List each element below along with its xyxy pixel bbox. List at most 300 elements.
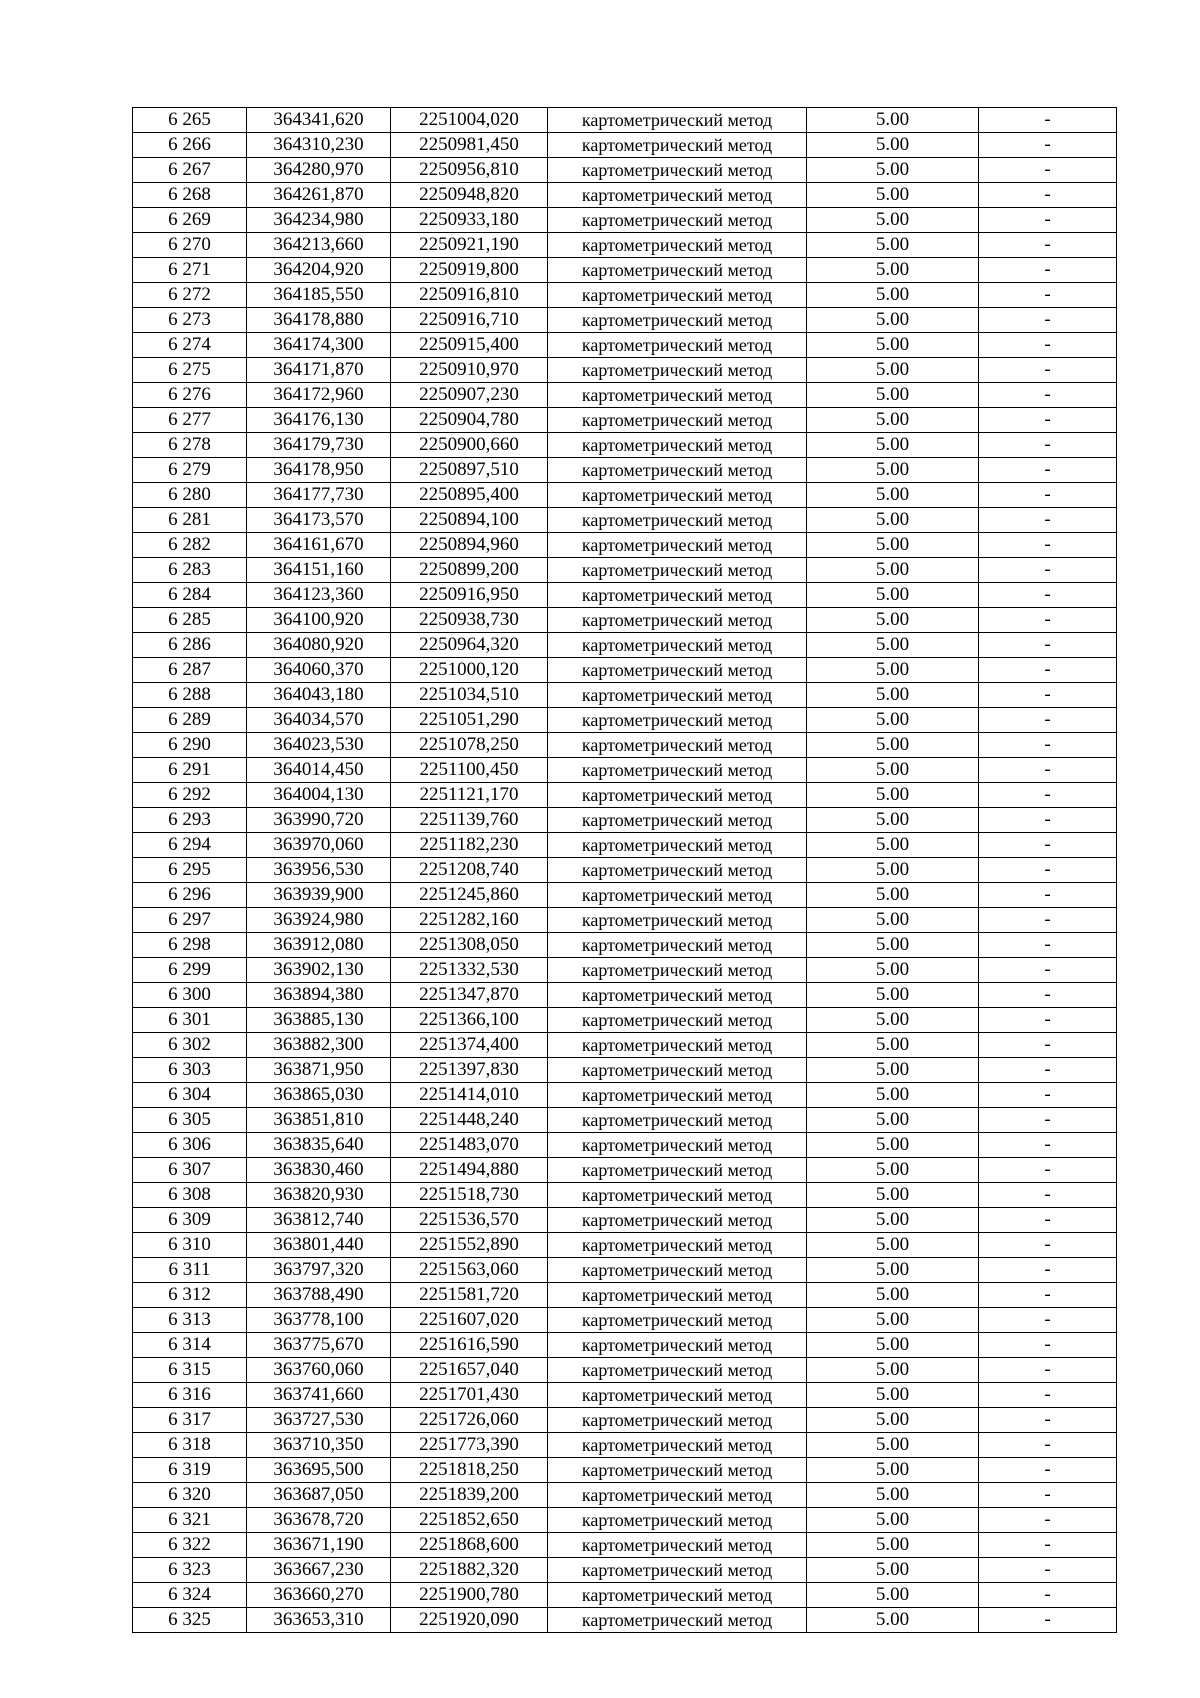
x-coordinate-cell: 363797,320 <box>247 1258 391 1283</box>
accuracy-cell: 5.00 <box>807 783 979 808</box>
method-cell: картометрический метод <box>548 133 807 158</box>
description-cell: - <box>979 1358 1117 1383</box>
method-cell: картометрический метод <box>548 933 807 958</box>
x-coordinate-cell: 363695,500 <box>247 1458 391 1483</box>
accuracy-cell: 5.00 <box>807 1208 979 1233</box>
method-cell: картометрический метод <box>548 1133 807 1158</box>
point-number-cell: 6 302 <box>133 1033 247 1058</box>
method-cell: картометрический метод <box>548 708 807 733</box>
description-cell: - <box>979 158 1117 183</box>
point-number-cell: 6 319 <box>133 1458 247 1483</box>
table-row <box>133 1208 1117 1233</box>
table-row <box>133 333 1117 358</box>
accuracy-cell: 5.00 <box>807 108 979 133</box>
description-cell: - <box>979 858 1117 883</box>
accuracy-cell: 5.00 <box>807 333 979 358</box>
description-cell: - <box>979 583 1117 608</box>
description-cell: - <box>979 508 1117 533</box>
x-coordinate-cell: 364185,550 <box>247 283 391 308</box>
table-row <box>133 933 1117 958</box>
method-cell: картометрический метод <box>548 183 807 208</box>
table-row <box>133 683 1117 708</box>
y-coordinate-cell: 2251245,860 <box>391 883 548 908</box>
method-cell: картометрический метод <box>548 1058 807 1083</box>
x-coordinate-cell: 363956,530 <box>247 858 391 883</box>
table-row <box>133 958 1117 983</box>
description-cell: - <box>979 708 1117 733</box>
x-coordinate-cell: 364173,570 <box>247 508 391 533</box>
description-cell: - <box>979 358 1117 383</box>
point-number-cell: 6 275 <box>133 358 247 383</box>
point-number-cell: 6 297 <box>133 908 247 933</box>
table-row <box>133 308 1117 333</box>
accuracy-cell: 5.00 <box>807 158 979 183</box>
method-cell: картометрический метод <box>548 1158 807 1183</box>
method-cell: картометрический метод <box>548 1233 807 1258</box>
y-coordinate-cell: 2251701,430 <box>391 1383 548 1408</box>
accuracy-cell: 5.00 <box>807 233 979 258</box>
x-coordinate-cell: 363741,660 <box>247 1383 391 1408</box>
table-row <box>133 983 1117 1008</box>
x-coordinate-cell: 363865,030 <box>247 1083 391 1108</box>
table-row <box>133 708 1117 733</box>
accuracy-cell: 5.00 <box>807 908 979 933</box>
method-cell: картометрический метод <box>548 333 807 358</box>
description-cell: - <box>979 483 1117 508</box>
description-cell: - <box>979 658 1117 683</box>
accuracy-cell: 5.00 <box>807 583 979 608</box>
point-number-cell: 6 274 <box>133 333 247 358</box>
point-number-cell: 6 289 <box>133 708 247 733</box>
method-cell: картометрический метод <box>548 858 807 883</box>
y-coordinate-cell: 2251773,390 <box>391 1433 548 1458</box>
description-cell: - <box>979 458 1117 483</box>
x-coordinate-cell: 363820,930 <box>247 1183 391 1208</box>
accuracy-cell: 5.00 <box>807 1533 979 1558</box>
table-row <box>133 283 1117 308</box>
method-cell: картометрический метод <box>548 1608 807 1633</box>
y-coordinate-cell: 2251607,020 <box>391 1308 548 1333</box>
method-cell: картометрический метод <box>548 1208 807 1233</box>
method-cell: картометрический метод <box>548 733 807 758</box>
table-row <box>133 908 1117 933</box>
x-coordinate-cell: 363885,130 <box>247 1008 391 1033</box>
method-cell: картометрический метод <box>548 658 807 683</box>
y-coordinate-cell: 2251397,830 <box>391 1058 548 1083</box>
x-coordinate-cell: 364178,880 <box>247 308 391 333</box>
y-coordinate-cell: 2251494,880 <box>391 1158 548 1183</box>
accuracy-cell: 5.00 <box>807 558 979 583</box>
point-number-cell: 6 304 <box>133 1083 247 1108</box>
method-cell: картометрический метод <box>548 983 807 1008</box>
method-cell: картометрический метод <box>548 408 807 433</box>
x-coordinate-cell: 363778,100 <box>247 1308 391 1333</box>
description-cell: - <box>979 258 1117 283</box>
point-number-cell: 6 273 <box>133 308 247 333</box>
table-row <box>133 208 1117 233</box>
table-row <box>133 1458 1117 1483</box>
table-row <box>133 608 1117 633</box>
x-coordinate-cell: 363667,230 <box>247 1558 391 1583</box>
y-coordinate-cell: 2251920,090 <box>391 1608 548 1633</box>
description-cell: - <box>979 183 1117 208</box>
y-coordinate-cell: 2250916,810 <box>391 283 548 308</box>
point-number-cell: 6 321 <box>133 1508 247 1533</box>
y-coordinate-cell: 2251536,570 <box>391 1208 548 1233</box>
description-cell: - <box>979 333 1117 358</box>
table-row <box>133 558 1117 583</box>
method-cell: картометрический метод <box>548 683 807 708</box>
y-coordinate-cell: 2250910,970 <box>391 358 548 383</box>
point-number-cell: 6 287 <box>133 658 247 683</box>
x-coordinate-cell: 363871,950 <box>247 1058 391 1083</box>
accuracy-cell: 5.00 <box>807 733 979 758</box>
table-row <box>133 358 1117 383</box>
x-coordinate-cell: 364213,660 <box>247 233 391 258</box>
point-number-cell: 6 309 <box>133 1208 247 1233</box>
accuracy-cell: 5.00 <box>807 808 979 833</box>
x-coordinate-cell: 363653,310 <box>247 1608 391 1633</box>
description-cell: - <box>979 1033 1117 1058</box>
method-cell: картометрический метод <box>548 1333 807 1358</box>
accuracy-cell: 5.00 <box>807 208 979 233</box>
point-number-cell: 6 284 <box>133 583 247 608</box>
x-coordinate-cell: 364060,370 <box>247 658 391 683</box>
accuracy-cell: 5.00 <box>807 433 979 458</box>
method-cell: картометрический метод <box>548 608 807 633</box>
x-coordinate-cell: 364034,570 <box>247 708 391 733</box>
x-coordinate-cell: 363902,130 <box>247 958 391 983</box>
accuracy-cell: 5.00 <box>807 758 979 783</box>
table-row <box>133 1108 1117 1133</box>
y-coordinate-cell: 2251839,200 <box>391 1483 548 1508</box>
x-coordinate-cell: 363775,670 <box>247 1333 391 1358</box>
y-coordinate-cell: 2250907,230 <box>391 383 548 408</box>
description-cell: - <box>979 283 1117 308</box>
point-number-cell: 6 279 <box>133 458 247 483</box>
description-cell: - <box>979 208 1117 233</box>
method-cell: картометрический метод <box>548 1558 807 1583</box>
y-coordinate-cell: 2250904,780 <box>391 408 548 433</box>
method-cell: картометрический метод <box>548 1583 807 1608</box>
description-cell: - <box>979 1308 1117 1333</box>
x-coordinate-cell: 363830,460 <box>247 1158 391 1183</box>
point-number-cell: 6 290 <box>133 733 247 758</box>
point-number-cell: 6 324 <box>133 1583 247 1608</box>
table-row <box>133 158 1117 183</box>
table-row <box>133 1383 1117 1408</box>
description-cell: - <box>979 983 1117 1008</box>
y-coordinate-cell: 2250964,320 <box>391 633 548 658</box>
table-row <box>133 658 1117 683</box>
y-coordinate-cell: 2251518,730 <box>391 1183 548 1208</box>
description-cell: - <box>979 1008 1117 1033</box>
table-row <box>133 583 1117 608</box>
point-number-cell: 6 318 <box>133 1433 247 1458</box>
description-cell: - <box>979 1583 1117 1608</box>
description-cell: - <box>979 758 1117 783</box>
point-number-cell: 6 276 <box>133 383 247 408</box>
y-coordinate-cell: 2251852,650 <box>391 1508 548 1533</box>
y-coordinate-cell: 2251139,760 <box>391 808 548 833</box>
point-number-cell: 6 317 <box>133 1408 247 1433</box>
accuracy-cell: 5.00 <box>807 858 979 883</box>
table-row <box>133 233 1117 258</box>
accuracy-cell: 5.00 <box>807 1258 979 1283</box>
accuracy-cell: 5.00 <box>807 833 979 858</box>
method-cell: картометрический метод <box>548 1458 807 1483</box>
y-coordinate-cell: 2251657,040 <box>391 1358 548 1383</box>
point-number-cell: 6 281 <box>133 508 247 533</box>
y-coordinate-cell: 2250900,660 <box>391 433 548 458</box>
y-coordinate-cell: 2251208,740 <box>391 858 548 883</box>
method-cell: картометрический метод <box>548 1308 807 1333</box>
x-coordinate-cell: 364171,870 <box>247 358 391 383</box>
y-coordinate-cell: 2251034,510 <box>391 683 548 708</box>
accuracy-cell: 5.00 <box>807 1408 979 1433</box>
point-number-cell: 6 293 <box>133 808 247 833</box>
method-cell: картометрический метод <box>548 1033 807 1058</box>
x-coordinate-cell: 363788,490 <box>247 1283 391 1308</box>
method-cell: картометрический метод <box>548 958 807 983</box>
point-number-cell: 6 298 <box>133 933 247 958</box>
y-coordinate-cell: 2250921,190 <box>391 233 548 258</box>
y-coordinate-cell: 2250915,400 <box>391 333 548 358</box>
accuracy-cell: 5.00 <box>807 1433 979 1458</box>
x-coordinate-cell: 363660,270 <box>247 1583 391 1608</box>
description-cell: - <box>979 233 1117 258</box>
table-row <box>133 383 1117 408</box>
point-number-cell: 6 311 <box>133 1258 247 1283</box>
x-coordinate-cell: 363970,060 <box>247 833 391 858</box>
method-cell: картометрический метод <box>548 158 807 183</box>
accuracy-cell: 5.00 <box>807 1608 979 1633</box>
accuracy-cell: 5.00 <box>807 483 979 508</box>
accuracy-cell: 5.00 <box>807 408 979 433</box>
description-cell: - <box>979 533 1117 558</box>
accuracy-cell: 5.00 <box>807 933 979 958</box>
accuracy-cell: 5.00 <box>807 1183 979 1208</box>
y-coordinate-cell: 2250899,200 <box>391 558 548 583</box>
y-coordinate-cell: 2251000,120 <box>391 658 548 683</box>
table-row <box>133 1558 1117 1583</box>
method-cell: картометрический метод <box>548 633 807 658</box>
method-cell: картометрический метод <box>548 1383 807 1408</box>
x-coordinate-cell: 364023,530 <box>247 733 391 758</box>
description-cell: - <box>979 408 1117 433</box>
description-cell: - <box>979 1258 1117 1283</box>
table-row <box>133 108 1117 133</box>
y-coordinate-cell: 2251100,450 <box>391 758 548 783</box>
table-row <box>133 508 1117 533</box>
description-cell: - <box>979 1458 1117 1483</box>
accuracy-cell: 5.00 <box>807 1358 979 1383</box>
point-number-cell: 6 282 <box>133 533 247 558</box>
description-cell: - <box>979 308 1117 333</box>
accuracy-cell: 5.00 <box>807 958 979 983</box>
accuracy-cell: 5.00 <box>807 1333 979 1358</box>
description-cell: - <box>979 1133 1117 1158</box>
x-coordinate-cell: 364176,130 <box>247 408 391 433</box>
y-coordinate-cell: 2251882,320 <box>391 1558 548 1583</box>
method-cell: картометрический метод <box>548 808 807 833</box>
method-cell: картометрический метод <box>548 1283 807 1308</box>
x-coordinate-cell: 364261,870 <box>247 183 391 208</box>
point-number-cell: 6 305 <box>133 1108 247 1133</box>
point-number-cell: 6 285 <box>133 608 247 633</box>
method-cell: картометрический метод <box>548 258 807 283</box>
point-number-cell: 6 294 <box>133 833 247 858</box>
y-coordinate-cell: 2251078,250 <box>391 733 548 758</box>
point-number-cell: 6 266 <box>133 133 247 158</box>
x-coordinate-cell: 364280,970 <box>247 158 391 183</box>
table-row <box>133 1008 1117 1033</box>
table-row <box>133 1533 1117 1558</box>
y-coordinate-cell: 2250894,100 <box>391 508 548 533</box>
point-number-cell: 6 269 <box>133 208 247 233</box>
point-number-cell: 6 295 <box>133 858 247 883</box>
accuracy-cell: 5.00 <box>807 183 979 208</box>
point-number-cell: 6 278 <box>133 433 247 458</box>
table-row <box>133 1233 1117 1258</box>
y-coordinate-cell: 2251483,070 <box>391 1133 548 1158</box>
description-cell: - <box>979 1558 1117 1583</box>
y-coordinate-cell: 2251051,290 <box>391 708 548 733</box>
accuracy-cell: 5.00 <box>807 1108 979 1133</box>
table-body <box>133 108 1117 1633</box>
y-coordinate-cell: 2251182,230 <box>391 833 548 858</box>
x-coordinate-cell: 363760,060 <box>247 1358 391 1383</box>
x-coordinate-cell: 364080,920 <box>247 633 391 658</box>
table-row <box>133 1058 1117 1083</box>
table-row <box>133 1408 1117 1433</box>
accuracy-cell: 5.00 <box>807 1058 979 1083</box>
description-cell: - <box>979 1283 1117 1308</box>
description-cell: - <box>979 1383 1117 1408</box>
x-coordinate-cell: 363671,190 <box>247 1533 391 1558</box>
accuracy-cell: 5.00 <box>807 1383 979 1408</box>
table-row <box>133 783 1117 808</box>
method-cell: картометрический метод <box>548 533 807 558</box>
description-cell: - <box>979 1058 1117 1083</box>
accuracy-cell: 5.00 <box>807 1033 979 1058</box>
y-coordinate-cell: 2250981,450 <box>391 133 548 158</box>
y-coordinate-cell: 2251374,400 <box>391 1033 548 1058</box>
method-cell: картометрический метод <box>548 558 807 583</box>
method-cell: картометрический метод <box>548 1408 807 1433</box>
point-number-cell: 6 270 <box>133 233 247 258</box>
x-coordinate-cell: 364123,360 <box>247 583 391 608</box>
y-coordinate-cell: 2251366,100 <box>391 1008 548 1033</box>
y-coordinate-cell: 2250948,820 <box>391 183 548 208</box>
table-row <box>133 483 1117 508</box>
point-number-cell: 6 291 <box>133 758 247 783</box>
accuracy-cell: 5.00 <box>807 508 979 533</box>
point-number-cell: 6 313 <box>133 1308 247 1333</box>
point-number-cell: 6 323 <box>133 1558 247 1583</box>
x-coordinate-cell: 364174,300 <box>247 333 391 358</box>
method-cell: картометрический метод <box>548 1083 807 1108</box>
method-cell: картометрический метод <box>548 1008 807 1033</box>
y-coordinate-cell: 2251414,010 <box>391 1083 548 1108</box>
method-cell: картометрический метод <box>548 108 807 133</box>
accuracy-cell: 5.00 <box>807 608 979 633</box>
x-coordinate-cell: 364179,730 <box>247 433 391 458</box>
accuracy-cell: 5.00 <box>807 358 979 383</box>
description-cell: - <box>979 733 1117 758</box>
method-cell: картометрический метод <box>548 1258 807 1283</box>
description-cell: - <box>979 958 1117 983</box>
x-coordinate-cell: 364100,920 <box>247 608 391 633</box>
description-cell: - <box>979 883 1117 908</box>
y-coordinate-cell: 2250897,510 <box>391 458 548 483</box>
table-row <box>133 808 1117 833</box>
x-coordinate-cell: 364161,670 <box>247 533 391 558</box>
point-number-cell: 6 288 <box>133 683 247 708</box>
description-cell: - <box>979 1508 1117 1533</box>
method-cell: картометрический метод <box>548 1508 807 1533</box>
y-coordinate-cell: 2251552,890 <box>391 1233 548 1258</box>
table-row <box>133 533 1117 558</box>
method-cell: картометрический метод <box>548 1483 807 1508</box>
x-coordinate-cell: 364310,230 <box>247 133 391 158</box>
point-number-cell: 6 286 <box>133 633 247 658</box>
point-number-cell: 6 299 <box>133 958 247 983</box>
table-row <box>133 1033 1117 1058</box>
x-coordinate-cell: 363990,720 <box>247 808 391 833</box>
method-cell: картометрический метод <box>548 1183 807 1208</box>
point-number-cell: 6 277 <box>133 408 247 433</box>
x-coordinate-cell: 363894,380 <box>247 983 391 1008</box>
y-coordinate-cell: 2250938,730 <box>391 608 548 633</box>
x-coordinate-cell: 363882,300 <box>247 1033 391 1058</box>
x-coordinate-cell: 364341,620 <box>247 108 391 133</box>
y-coordinate-cell: 2251282,160 <box>391 908 548 933</box>
point-number-cell: 6 322 <box>133 1533 247 1558</box>
point-number-cell: 6 300 <box>133 983 247 1008</box>
method-cell: картометрический метод <box>548 1108 807 1133</box>
table-row <box>133 1258 1117 1283</box>
point-number-cell: 6 316 <box>133 1383 247 1408</box>
y-coordinate-cell: 2250916,710 <box>391 308 548 333</box>
description-cell: - <box>979 1183 1117 1208</box>
method-cell: картометрический метод <box>548 833 807 858</box>
accuracy-cell: 5.00 <box>807 533 979 558</box>
y-coordinate-cell: 2251726,060 <box>391 1408 548 1433</box>
method-cell: картометрический метод <box>548 758 807 783</box>
accuracy-cell: 5.00 <box>807 683 979 708</box>
x-coordinate-cell: 363835,640 <box>247 1133 391 1158</box>
description-cell: - <box>979 808 1117 833</box>
x-coordinate-cell: 363687,050 <box>247 1483 391 1508</box>
coordinates-table <box>132 107 1117 1633</box>
table-row <box>133 833 1117 858</box>
method-cell: картометрический метод <box>548 483 807 508</box>
y-coordinate-cell: 2251616,590 <box>391 1333 548 1358</box>
x-coordinate-cell: 364178,950 <box>247 458 391 483</box>
y-coordinate-cell: 2251448,240 <box>391 1108 548 1133</box>
point-number-cell: 6 312 <box>133 1283 247 1308</box>
accuracy-cell: 5.00 <box>807 308 979 333</box>
x-coordinate-cell: 363710,350 <box>247 1433 391 1458</box>
point-number-cell: 6 315 <box>133 1358 247 1383</box>
point-number-cell: 6 268 <box>133 183 247 208</box>
point-number-cell: 6 301 <box>133 1008 247 1033</box>
accuracy-cell: 5.00 <box>807 458 979 483</box>
y-coordinate-cell: 2251900,780 <box>391 1583 548 1608</box>
table-row <box>133 883 1117 908</box>
x-coordinate-cell: 364177,730 <box>247 483 391 508</box>
